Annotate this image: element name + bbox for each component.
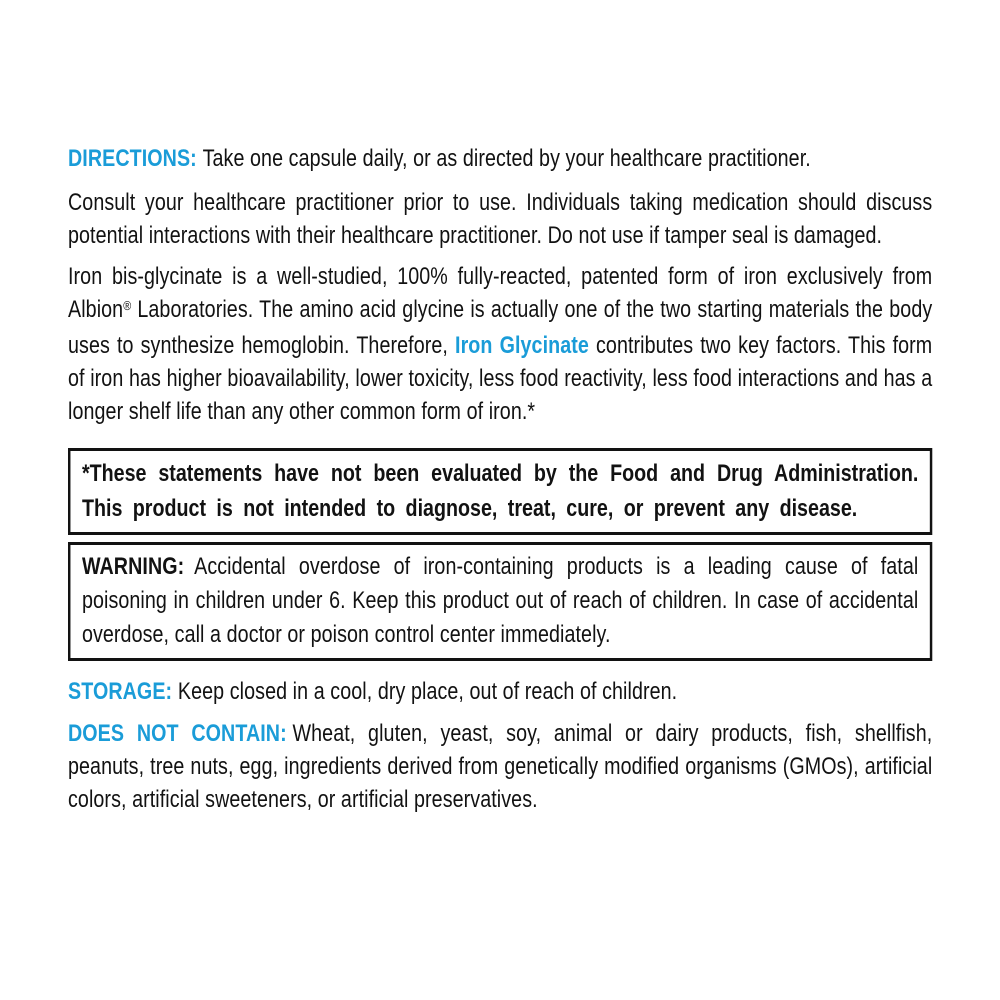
iron-description-paragraph [68, 260, 932, 428]
consult-text: Consult your healthcare practitioner prior to use. Individuals taking medication should discuss potential interactions with their healthcare practitioner. Do not use if tamper seal is damaged. [68, 189, 933, 249]
directions-text: Take one capsule daily, or as directed by your healthcare practitioner. [202, 145, 811, 172]
storage-heading: STORAGE: [68, 678, 173, 705]
warning-box [68, 542, 932, 661]
consult-paragraph [68, 186, 932, 252]
iron-text-part1: Iron bis-glycinate is a well-studied, 100% fully-reacted, patented form of iron exclusively from Albion [68, 263, 933, 323]
warning-paragraph [82, 550, 918, 652]
fda-disclaimer-line-2: This product is not intended to diagnose, treat, cure, or prevent any disease. [81, 495, 858, 522]
fda-disclaimer-box [68, 448, 932, 535]
directions-heading: DIRECTIONS: [68, 145, 197, 172]
does-not-contain-paragraph [68, 717, 932, 816]
iron-text-part3: contributes two key factors. This form of iron has higher bioavailability, lower toxicity, less food reactivity, less food interactions and has a longer shelf life than any other common form of iron.* [68, 332, 933, 425]
albion-registered-mark: ® [123, 297, 132, 313]
does-not-contain-heading: DOES NOT CONTAIN: [68, 720, 287, 747]
directions-paragraph [68, 142, 932, 175]
iron-glycinate-highlight: Iron Glycinate [455, 332, 589, 359]
storage-text: Keep closed in a cool, dry place, out of reach of children. [177, 678, 678, 705]
does-not-contain-text: Wheat, gluten, yeast, soy, animal or dairy products, fish, shellfish, peanuts, tree nuts, egg, ingredients derived from genetically modified organisms (GMOs), artificial colors, artificial sweeteners, or artificial preservatives. [68, 720, 933, 813]
fda-disclaimer-line-1: *These statements have not been evaluated by the Food and Drug Administration. [81, 460, 919, 487]
iron-text-part2: Laboratories. The amino acid glycine is actually one of the two starting materials the body uses to synthesize hemoglobin. Therefore, [68, 296, 933, 359]
storage-paragraph [68, 675, 932, 708]
warning-heading: WARNING: [81, 553, 185, 580]
product-label-panel [68, 142, 932, 816]
warning-text: Accidental overdose of iron-containing products is a leading cause of fatal poisoning in children under 6. Keep this product out of reach of children. In case of accidental overdose, call a doctor or poison control center immediately. [81, 553, 919, 648]
